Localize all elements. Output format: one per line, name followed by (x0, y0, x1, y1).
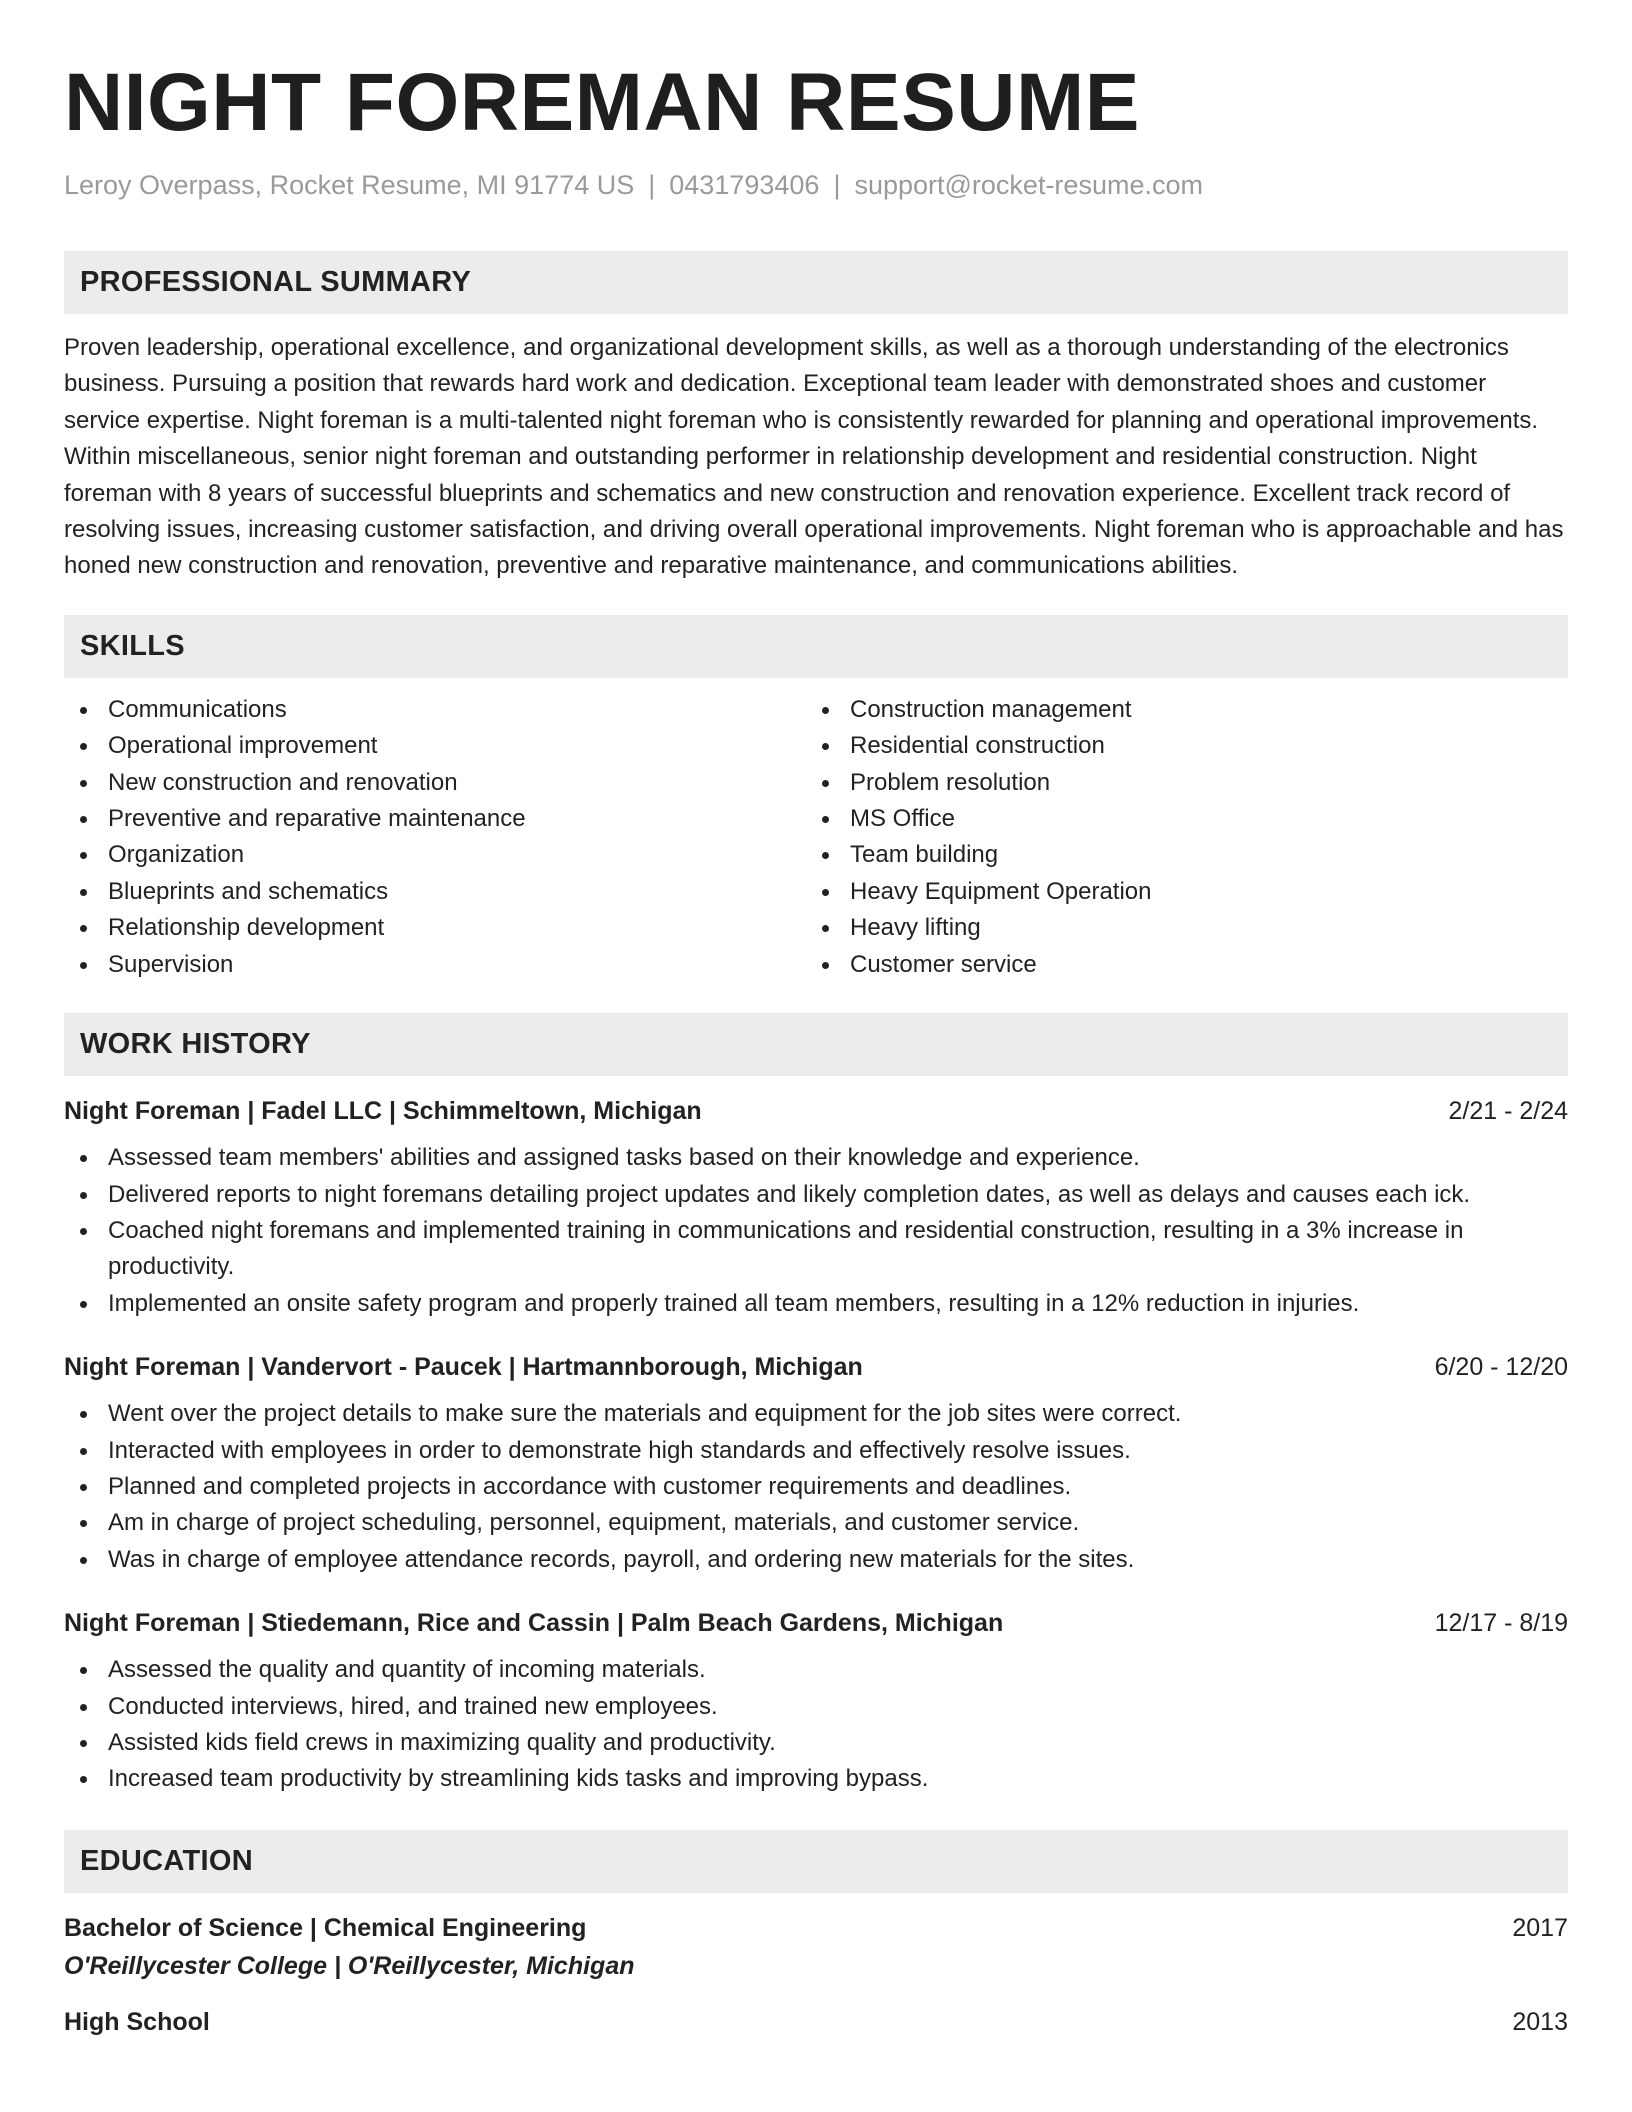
job-bullets (64, 1140, 1568, 1322)
contact-separator: | (648, 170, 656, 200)
page-title: NIGHT FOREMAN RESUME (64, 57, 1140, 148)
skill-item: Relationship development (64, 910, 806, 946)
skill-item: New construction and renovation (64, 765, 806, 801)
education-year: 2017 (1512, 1913, 1568, 1942)
job-bullet: Implemented an onsite safety program and properly trained all team members, resulting in a 12% reduction in injuries. (64, 1286, 1568, 1322)
job-bullet: Increased team productivity by streamlining kids tasks and improving bypass. (64, 1761, 1568, 1797)
section-heading-work-history: WORK HISTORY (64, 1013, 1568, 1076)
job-bullet: Delivered reports to night foremans detailing project updates and likely completion dates, as well as delays and causes each ick. (64, 1177, 1568, 1213)
skill-item: Heavy Equipment Operation (806, 874, 1152, 910)
job-dates: 6/20 - 12/20 (1434, 1353, 1568, 1382)
contact-address: Leroy Overpass, Rocket Resume, MI 91774 US (64, 170, 635, 200)
education-degree: Bachelor of Science | Chemical Engineering (64, 1913, 587, 1942)
skill-item: Communications (64, 692, 806, 728)
education-school: O'Reillycester College | O'Reillycester, Michigan (64, 1951, 635, 1980)
job-entry (64, 1096, 1568, 1322)
job-header (64, 1608, 1568, 1638)
section-heading-summary: PROFESSIONAL SUMMARY (64, 251, 1568, 314)
skills-column-left (64, 692, 806, 983)
job-bullet: Am in charge of project scheduling, personnel, equipment, materials, and customer service. (64, 1505, 1568, 1541)
skill-item: Problem resolution (806, 765, 1152, 801)
skills-list (64, 692, 1568, 983)
skill-item: Supervision (64, 947, 806, 983)
skill-item: Preventive and reparative maintenance (64, 801, 806, 837)
job-bullet: Assisted kids field crews in maximizing quality and productivity. (64, 1725, 1568, 1761)
job-header (64, 1352, 1568, 1382)
contact-email[interactable]: support@rocket-resume.com (854, 170, 1203, 200)
job-dates: 12/17 - 8/19 (1434, 1609, 1568, 1638)
contact-separator: | (833, 170, 841, 200)
skill-item: Heavy lifting (806, 910, 1152, 946)
skill-item: Customer service (806, 947, 1152, 983)
job-title: Night Foreman | Fadel LLC | Schimmeltown, Michigan (64, 1097, 702, 1126)
job-title: Night Foreman | Stiedemann, Rice and Cassin | Palm Beach Gardens, Michigan (64, 1609, 1004, 1638)
job-bullet: Conducted interviews, hired, and trained new employees. (64, 1689, 1568, 1725)
skills-column-right (806, 692, 1152, 983)
education-header (64, 1913, 1568, 1943)
education-entry (64, 1913, 1568, 1981)
job-bullets (64, 1396, 1568, 1578)
skill-item: MS Office (806, 801, 1152, 837)
skill-item: Operational improvement (64, 728, 806, 764)
contact-line (64, 172, 1568, 199)
job-bullet: Coached night foremans and implemented training in communications and residential construction, resulting in a 3% increase in productivity. (64, 1213, 1568, 1286)
job-bullets (64, 1652, 1568, 1798)
skill-item: Blueprints and schematics (64, 874, 806, 910)
job-bullet: Interacted with employees in order to demonstrate high standards and effectively resolve issues. (64, 1433, 1568, 1469)
contact-phone: 0431793406 (669, 170, 820, 200)
education-year: 2013 (1512, 2007, 1568, 2036)
skill-item: Residential construction (806, 728, 1152, 764)
skill-item: Organization (64, 837, 806, 873)
job-bullet: Went over the project details to make sure the materials and equipment for the job sites were correct. (64, 1396, 1568, 1432)
job-bullet: Was in charge of employee attendance records, payroll, and ordering new materials for the sites. (64, 1542, 1568, 1578)
skill-item: Construction management (806, 692, 1152, 728)
summary-text: Proven leadership, operational excellence, and organizational development skills, as well as a thorough understanding of the electronics business. Pursuing a position that rewards hard work and dedication. Exceptional team leader with demonstrated shoes and customer service expertise. Night foreman is a multi-talented night foreman who is consistently rewarded for planning and operational improvements. Within miscellaneous, senior night foreman and outstanding performer in relationship development and residential construction. Night foreman with 8 years of successful blueprints and schematics and new construction and renovation experience. Excellent track record of resolving issues, increasing customer satisfaction, and driving overall operational improvements. Night foreman who is approachable and has honed new construction and renovation, preventive and reparative maintenance, and communications abilities. (64, 334, 1564, 580)
education-header (64, 2007, 1568, 2037)
job-bullet: Assessed team members' abilities and assigned tasks based on their knowledge and experience. (64, 1140, 1568, 1176)
skill-item: Team building (806, 837, 1152, 873)
section-heading-skills: SKILLS (64, 615, 1568, 678)
job-bullet: Planned and completed projects in accordance with customer requirements and deadlines. (64, 1469, 1568, 1505)
job-entry (64, 1352, 1568, 1578)
job-dates: 2/21 - 2/24 (1448, 1097, 1568, 1126)
job-bullet: Assessed the quality and quantity of incoming materials. (64, 1652, 1568, 1688)
job-entry (64, 1608, 1568, 1798)
job-title: Night Foreman | Vandervort - Paucek | Hartmannborough, Michigan (64, 1353, 863, 1382)
job-header (64, 1096, 1568, 1126)
section-heading-education: EDUCATION (64, 1830, 1568, 1893)
education-entry (64, 2007, 1568, 2037)
education-degree: High School (64, 2007, 210, 2036)
